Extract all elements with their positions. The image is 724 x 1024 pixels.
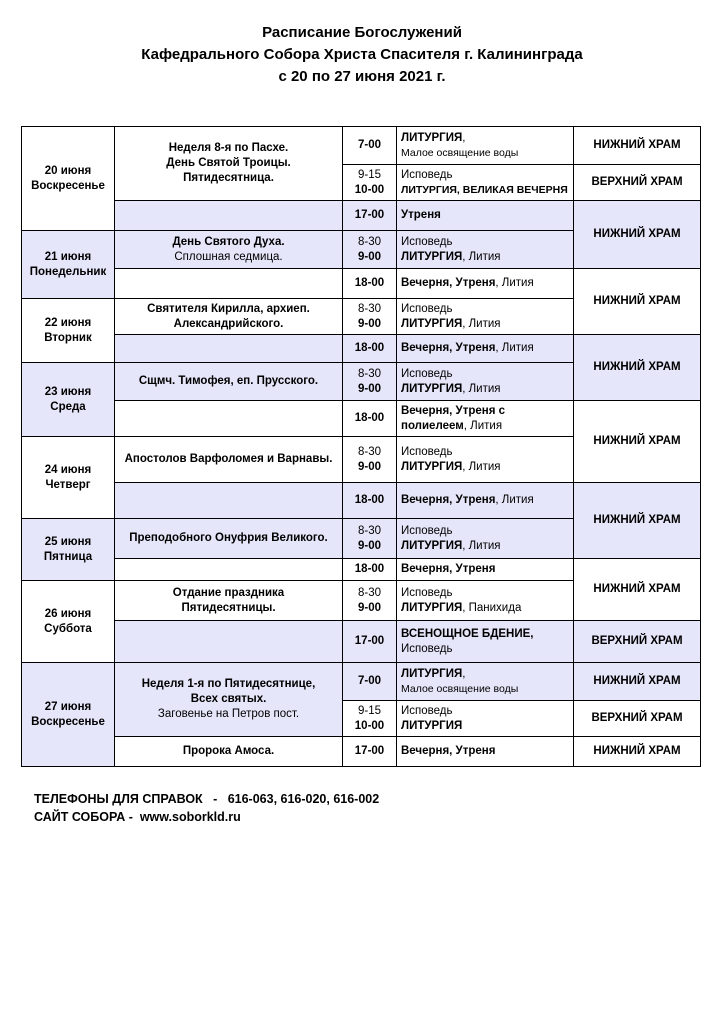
place-cell: ВЕРХНИЙ ХРАМ bbox=[574, 621, 701, 663]
feast-cell: Апостолов Варфоломея и Варнавы. bbox=[115, 437, 343, 483]
table-row bbox=[22, 401, 701, 437]
time-cell: 18-00 bbox=[343, 269, 397, 299]
service-cell: Исповедь ЛИТУРГИЯ, Панихида bbox=[397, 581, 574, 621]
day-cell: 26 июня Суббота bbox=[22, 581, 115, 663]
feast-cell bbox=[115, 621, 343, 663]
feast-cell: День Святого Духа. Сплошная седмица. bbox=[115, 231, 343, 269]
table-row bbox=[22, 737, 701, 767]
service-cell: Вечерня, Утреня bbox=[397, 737, 574, 767]
time-cell: 8-30 9-00 bbox=[343, 437, 397, 483]
feast-cell: Неделя 8-я по Пасхе. День Святой Троицы. Пятидесятница. bbox=[115, 127, 343, 201]
place-cell: НИЖНИЙ ХРАМ bbox=[574, 483, 701, 559]
feast-cell bbox=[115, 201, 343, 231]
place-cell: НИЖНИЙ ХРАМ bbox=[574, 663, 701, 701]
time-cell: 9-15 10-00 bbox=[343, 165, 397, 201]
service-cell: Вечерня, Утреня, Лития bbox=[397, 269, 574, 299]
time-cell: 17-00 bbox=[343, 621, 397, 663]
feast-cell: Пророка Амоса. bbox=[115, 737, 343, 767]
day-cell: 25 июня Пятница bbox=[22, 519, 115, 581]
feast-cell: Отдание праздника Пятидесятницы. bbox=[115, 581, 343, 621]
table-row bbox=[22, 483, 701, 519]
feast-cell: Святителя Кирилла, архиеп. Александрийского. bbox=[115, 299, 343, 335]
feast-cell bbox=[115, 483, 343, 519]
service-cell: ВСЕНОЩНОЕ БДЕНИЕ, Исповедь bbox=[397, 621, 574, 663]
time-cell: 18-00 bbox=[343, 559, 397, 581]
day-cell: 20 июня Воскресенье bbox=[22, 127, 115, 231]
footer-phones: ТЕЛЕФОНЫ ДЛЯ СПРАВОК - 616-063, 616-020, 616-002 bbox=[34, 792, 380, 806]
day-cell: 23 июня Среда bbox=[22, 363, 115, 437]
place-cell: НИЖНИЙ ХРАМ bbox=[574, 127, 701, 165]
cathedral-name: Кафедрального Собора Христа Спасителя г. Калининграда bbox=[141, 46, 583, 63]
feast-cell bbox=[115, 401, 343, 437]
time-cell: 7-00 bbox=[343, 127, 397, 165]
feast-cell bbox=[115, 269, 343, 299]
time-cell: 7-00 bbox=[343, 663, 397, 701]
time-cell: 18-00 bbox=[343, 335, 397, 363]
time-cell: 17-00 bbox=[343, 737, 397, 767]
service-cell: Исповедь ЛИТУРГИЯ bbox=[397, 701, 574, 737]
table-row bbox=[22, 269, 701, 299]
table-row bbox=[22, 621, 701, 663]
footer-site: САЙТ СОБОРА - www.soborkld.ru bbox=[34, 810, 241, 824]
time-cell: 18-00 bbox=[343, 483, 397, 519]
service-cell: ЛИТУРГИЯ, Малое освящение воды bbox=[397, 127, 574, 165]
place-cell: ВЕРХНИЙ ХРАМ bbox=[574, 165, 701, 201]
time-cell: 17-00 bbox=[343, 201, 397, 231]
time-cell: 8-30 9-00 bbox=[343, 231, 397, 269]
time-cell: 8-30 9-00 bbox=[343, 519, 397, 559]
day-cell: 27 июня Воскресенье bbox=[22, 663, 115, 767]
feast-cell: Сщмч. Тимофея, еп. Прусского. bbox=[115, 363, 343, 401]
feast-cell: Преподобного Онуфрия Великого. bbox=[115, 519, 343, 559]
place-cell: НИЖНИЙ ХРАМ bbox=[574, 201, 701, 269]
service-cell: Исповедь ЛИТУРГИЯ, Лития bbox=[397, 231, 574, 269]
page-title: Расписание Богослужений bbox=[262, 24, 462, 41]
table-row bbox=[22, 559, 701, 581]
time-cell: 18-00 bbox=[343, 401, 397, 437]
time-cell: 9-15 10-00 bbox=[343, 701, 397, 737]
service-cell: Исповедь ЛИТУРГИЯ, Лития bbox=[397, 437, 574, 483]
place-cell: НИЖНИЙ ХРАМ bbox=[574, 269, 701, 335]
feast-cell bbox=[115, 559, 343, 581]
service-cell: Исповедь ЛИТУРГИЯ, Лития bbox=[397, 519, 574, 559]
place-cell: НИЖНИЙ ХРАМ bbox=[574, 559, 701, 621]
place-cell: НИЖНИЙ ХРАМ bbox=[574, 737, 701, 767]
date-range: с 20 по 27 июня 2021 г. bbox=[278, 68, 446, 85]
service-cell: Вечерня, Утреня bbox=[397, 559, 574, 581]
place-cell: НИЖНИЙ ХРАМ bbox=[574, 335, 701, 401]
time-cell: 8-30 9-00 bbox=[343, 299, 397, 335]
place-cell: НИЖНИЙ ХРАМ bbox=[574, 401, 701, 483]
feast-cell bbox=[115, 335, 343, 363]
service-cell: ЛИТУРГИЯ, Малое освящение воды bbox=[397, 663, 574, 701]
day-cell: 22 июня Вторник bbox=[22, 299, 115, 363]
service-cell: Исповедь ЛИТУРГИЯ, Лития bbox=[397, 299, 574, 335]
service-cell: Вечерня, Утреня с полиелеем, Лития bbox=[397, 401, 574, 437]
day-cell: 24 июня Четверг bbox=[22, 437, 115, 519]
service-cell: Вечерня, Утреня, Лития bbox=[397, 483, 574, 519]
feast-cell: Неделя 1-я по Пятидесятнице, Всех святых. Заговенье на Петров пост. bbox=[115, 663, 343, 737]
day-cell: 21 июня Понедельник bbox=[22, 231, 115, 299]
table-row bbox=[22, 127, 701, 165]
service-cell: Исповедь ЛИТУРГИЯ, ВЕЛИКАЯ ВЕЧЕРНЯ bbox=[397, 165, 574, 201]
place-cell: ВЕРХНИЙ ХРАМ bbox=[574, 701, 701, 737]
service-cell: Вечерня, Утреня, Лития bbox=[397, 335, 574, 363]
service-cell: Утреня bbox=[397, 201, 574, 231]
table-row bbox=[22, 201, 701, 231]
time-cell: 8-30 9-00 bbox=[343, 363, 397, 401]
service-cell: Исповедь ЛИТУРГИЯ, Лития bbox=[397, 363, 574, 401]
table-row bbox=[22, 335, 701, 363]
time-cell: 8-30 9-00 bbox=[343, 581, 397, 621]
table-row bbox=[22, 663, 701, 701]
schedule-table bbox=[21, 126, 701, 767]
